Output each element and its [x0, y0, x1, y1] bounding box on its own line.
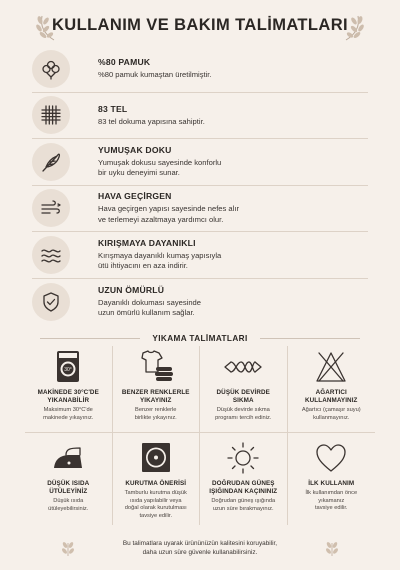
- feature-thread-count: [32, 93, 368, 140]
- no-bleach-icon: [309, 350, 353, 384]
- footer-text: Bu talimatlara uyarak ürününüzün kalitesini koruyabilir, daha uzun süre güvenle kullanabilirsiniz.: [122, 540, 278, 556]
- wash-desc: Düşük devirde sıkma programı tercih ediniz.: [215, 407, 272, 421]
- feature-title: 83 TEL: [98, 103, 128, 114]
- iron-icon: [46, 441, 90, 475]
- washing-title: YIKAMA TALİMATLARI: [152, 333, 248, 343]
- feature-list: [32, 46, 368, 325]
- weave-grid-icon: [32, 96, 70, 134]
- divider: [40, 338, 140, 339]
- wash-label: DÜŞÜK ISIDA ÜTÜLEYİNİZ: [47, 480, 90, 495]
- shield-check-icon: [32, 283, 70, 321]
- sprig-right-icon: [324, 539, 340, 557]
- wash-desc: Düşük ısıda ütüleyebilirsiniz.: [48, 498, 89, 512]
- wash-label: AĞARTICI KULLANMAYINIZ: [305, 389, 358, 404]
- laurel-right-icon: [340, 12, 366, 42]
- wash-item-first-use: [288, 433, 376, 525]
- wash-desc: Tamburlu kurutma düşük ısıda yapılabilir veya doğal olarak kurutulması tavsiye edilir.: [124, 490, 187, 519]
- wash-item-similar-colors: [113, 346, 201, 433]
- wash-label: BENZER RENKLERLE YIKAYINIZ: [121, 389, 190, 404]
- feature-desc: Dayanıklı dokuması sayesinde uzun ömürlü kullanım sağlar.: [98, 297, 201, 318]
- feature-soft: [32, 139, 368, 186]
- sprig-left-icon: [60, 539, 76, 557]
- wash-label: DOĞRUDAN GÜNEŞ IŞIĞINDAN KAÇININIZ: [209, 480, 278, 495]
- feature-title: UZUN ÖMÜRLÜ: [98, 284, 165, 295]
- wash-item-low-spin: [200, 346, 288, 433]
- feature-wrinkle-resistant: [32, 232, 368, 279]
- feature-desc: Yumuşak dokusu sayesinde konforlu bir uyku deneyimi sunar.: [98, 157, 222, 178]
- feature-title: %80 PAMUK: [98, 57, 151, 68]
- feature-breathable: [32, 186, 368, 233]
- feather-icon: [32, 143, 70, 181]
- feature-desc: Kırışmaya dayanıklı kumaş yapısıyla ütü ihtiyacını en aza indirir.: [98, 250, 222, 271]
- svg-text:30°: 30°: [64, 367, 73, 373]
- wash-item-machine: [25, 346, 113, 433]
- wash-desc: Doğrudan güneş ışığında uzun süre bırakmayınız.: [211, 498, 276, 512]
- wash-desc: Ağartıcı (çamaşır suyu) kullanmayınız.: [301, 407, 361, 421]
- wash-desc: Maksimum 30°C'de makinede yıkayınız.: [43, 407, 94, 421]
- tshirt-towels-icon: [134, 350, 178, 384]
- wash-item-no-sun: [200, 433, 288, 525]
- footer: [25, 531, 375, 565]
- feature-desc: Hava geçirgen yapısı sayesinde nefes alır ve terlemeyi azaltmaya yardımcı olur.: [98, 204, 239, 224]
- wash-label: DÜŞÜK DEVİRDE SIKMA: [216, 389, 270, 404]
- wash-label: İLK KULLANIM: [308, 480, 355, 487]
- page-title: KULLANIM VE BAKIM TALİMATLARI: [51, 15, 349, 34]
- tumble-dry-icon: [134, 441, 178, 475]
- washing-section-title: [0, 331, 400, 345]
- header: [0, 8, 400, 42]
- washing-machine-icon: [46, 350, 90, 384]
- wash-label: KURUTMA ÖNERİSİ: [125, 480, 187, 487]
- washing-grid: [25, 346, 375, 528]
- wash-item-iron: [25, 433, 113, 525]
- feature-desc: %80 pamuk kumaştan üretilmiştir.: [98, 70, 212, 80]
- airflow-icon: [32, 189, 70, 227]
- feature-cotton: [32, 46, 368, 93]
- wash-desc: İlk kullanımdan önce yıkamanız tavsiye edilir.: [305, 490, 358, 512]
- feature-desc: 83 tel dokuma yapısına sahiptir.: [98, 116, 205, 126]
- wash-label: MAKİNEDE 30°C'DE YIKANABİLİR: [37, 389, 99, 404]
- heart-icon: [309, 441, 353, 475]
- feature-durable: [32, 279, 368, 326]
- wash-item-no-bleach: [288, 346, 376, 433]
- cotton-icon: [32, 50, 70, 88]
- feature-title: KIRIŞMAYA DAYANIKLI: [98, 237, 196, 248]
- sun-icon: [221, 441, 265, 475]
- wash-desc: Benzer renklerle birlikte yıkayınız.: [134, 407, 177, 421]
- feature-title: HAVA GEÇİRGEN: [98, 191, 172, 202]
- divider: [260, 338, 360, 339]
- feature-title: YUMUŞAK DOKU: [98, 144, 172, 155]
- wring-icon: [221, 350, 265, 384]
- wrinkle-icon: [32, 236, 70, 274]
- wash-item-tumble-dry: [113, 433, 201, 525]
- laurel-left-icon: [34, 12, 60, 42]
